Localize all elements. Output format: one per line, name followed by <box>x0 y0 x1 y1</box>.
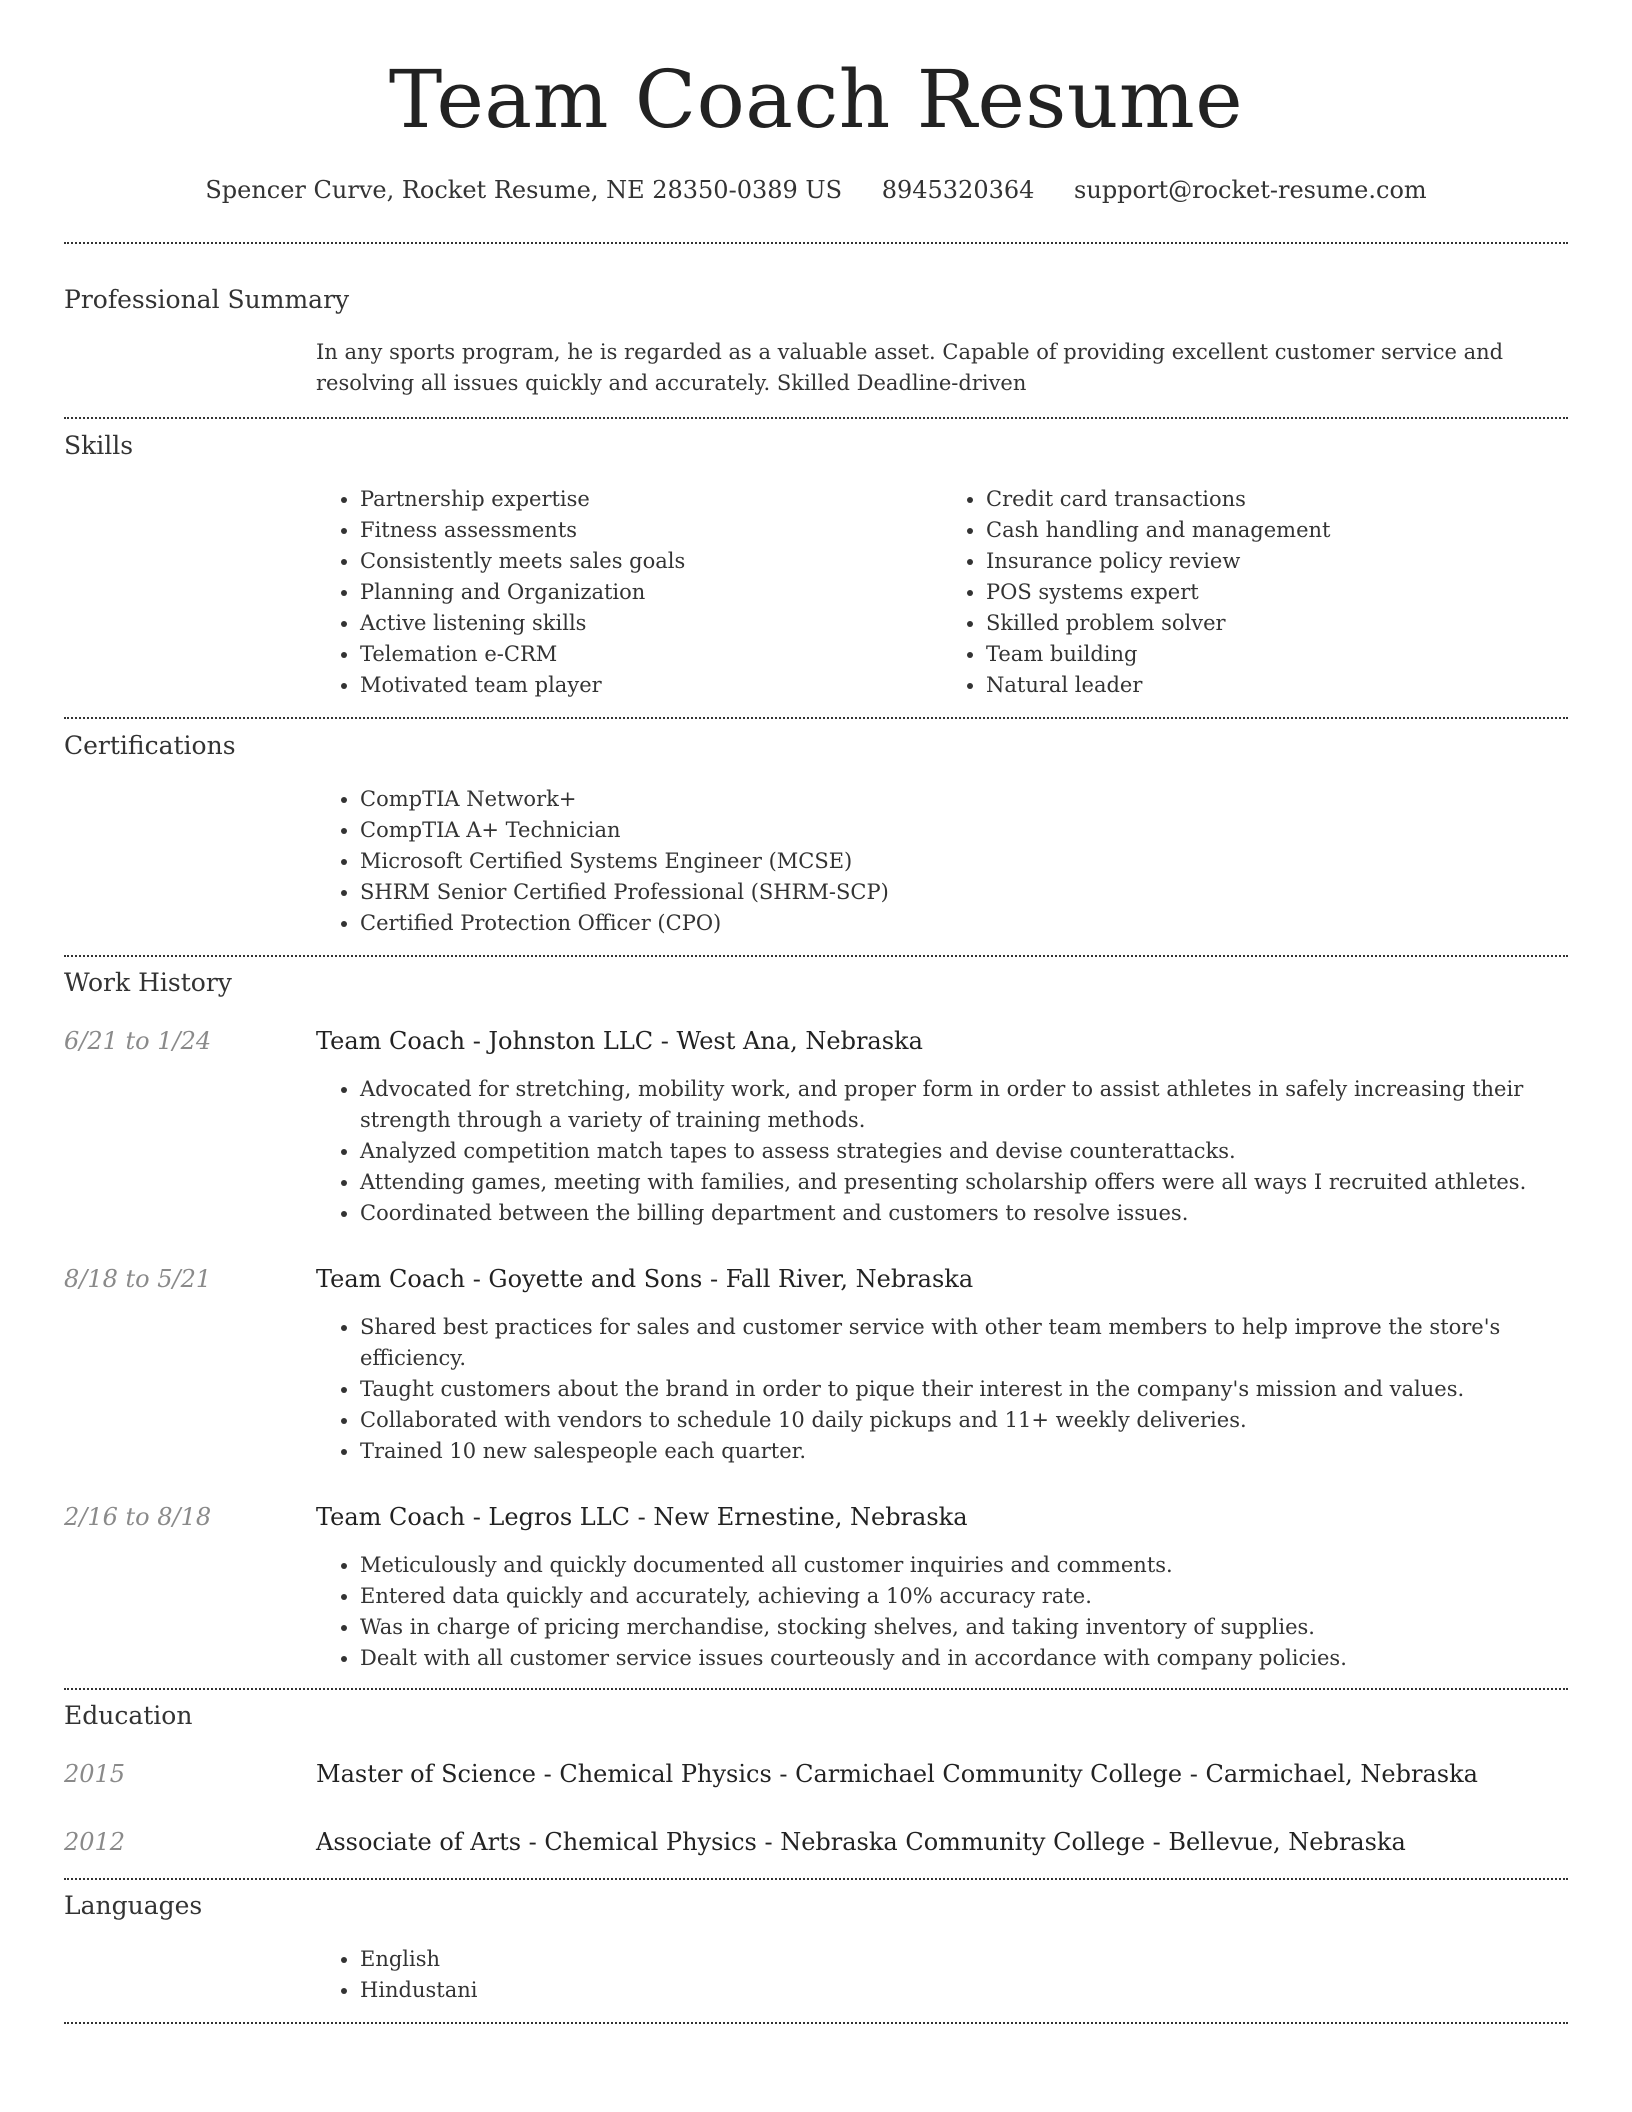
section-divider <box>64 1878 1568 1880</box>
job-title: Team Coach - Goyette and Sons - Fall River, Nebraska <box>316 1265 974 1293</box>
certifications-body <box>316 784 1568 939</box>
job-date: 2/16 to 8/18 <box>64 1503 212 1531</box>
list-item: • Attending games, meeting with families, and presenting scholarship offers were all ways I recruited athletes. <box>360 1167 1568 1198</box>
list-item: • Insurance policy review <box>986 546 1568 577</box>
education-degree: Associate of Arts - Chemical Physics - Nebraska Community College - Bellevue, Nebraska <box>316 1828 1406 1856</box>
job-bullets <box>316 1312 1568 1467</box>
job-bullets <box>316 1074 1568 1229</box>
work-history-section <box>64 967 1568 1674</box>
section-divider <box>64 2022 1568 2024</box>
list-item: • Coordinated between the billing department and customers to resolve issues. <box>360 1198 1568 1229</box>
section-divider <box>64 242 1568 244</box>
certifications-heading: Certifications <box>64 731 236 760</box>
skills-heading: Skills <box>64 431 134 460</box>
skills-list-left <box>316 484 942 701</box>
job-header <box>64 1025 1568 1057</box>
languages-heading: Languages <box>64 1891 203 1920</box>
job-header <box>64 1501 1568 1533</box>
list-item: • Hindustani <box>360 1975 1568 2006</box>
job-title: Team Coach - Legros LLC - New Ernestine, Nebraska <box>316 1503 968 1531</box>
list-item: • Consistently meets sales goals <box>360 546 942 577</box>
list-item: • Trained 10 new salespeople each quarter. <box>360 1436 1568 1467</box>
list-item: • English <box>360 1944 1568 1975</box>
job-date: 6/21 to 1/24 <box>64 1027 212 1055</box>
languages-list <box>316 1944 1568 2006</box>
languages-section <box>64 1890 1568 2006</box>
list-item: • Entered data quickly and accurately, achieving a 10% accuracy rate. <box>360 1581 1568 1612</box>
list-item: • Certified Protection Officer (CPO) <box>360 908 1568 939</box>
list-item: • POS systems expert <box>986 577 1568 608</box>
education-year: 2015 <box>64 1760 126 1788</box>
summary-heading: Professional Summary <box>64 285 350 314</box>
education-degree: Master of Science - Chemical Physics - Carmichael Community College - Carmichael, Nebraska <box>316 1760 1478 1788</box>
list-item: • Analyzed competition match tapes to assess strategies and devise counterattacks. <box>360 1136 1568 1167</box>
education-entry <box>64 1826 1568 1858</box>
list-item: • Was in charge of pricing merchandise, stocking shelves, and taking inventory of supplies. <box>360 1612 1568 1643</box>
job-entry <box>64 1501 1568 1674</box>
job-bullets <box>316 1550 1568 1674</box>
list-item: • Skilled problem solver <box>986 608 1568 639</box>
certifications-list <box>316 784 1568 939</box>
list-item: • Taught customers about the brand in order to pique their interest in the company's mission and values. <box>360 1374 1568 1405</box>
job-entry <box>64 1025 1568 1229</box>
languages-body <box>316 1944 1568 2006</box>
section-divider <box>64 417 1568 419</box>
list-item: • Partnership expertise <box>360 484 942 515</box>
list-item: • Team building <box>986 639 1568 670</box>
job-title: Team Coach - Johnston LLC - West Ana, Nebraska <box>316 1027 923 1055</box>
section-divider <box>64 717 1568 719</box>
list-item: • Cash handling and management <box>986 515 1568 546</box>
skills-list-right <box>942 484 1568 701</box>
job-details <box>316 1550 1568 1674</box>
job-entry <box>64 1263 1568 1467</box>
list-item: • CompTIA Network+ <box>360 784 1568 815</box>
list-item: • SHRM Senior Certified Professional (SHRM-SCP) <box>360 877 1568 908</box>
contact-email: support@rocket-resume.com <box>1074 176 1427 204</box>
list-item: • Advocated for stretching, mobility work, and proper form in order to assist athletes in safely increasing their strength through a variety of training methods. <box>360 1074 1568 1136</box>
education-section <box>64 1700 1568 1858</box>
job-details <box>316 1312 1568 1467</box>
education-heading: Education <box>64 1701 193 1730</box>
work-history-heading: Work History <box>64 968 232 997</box>
skills-grid <box>316 484 1568 701</box>
contact-phone: 8945320364 <box>881 176 1035 204</box>
page-title: Team Coach Resume <box>388 53 1244 146</box>
certifications-section <box>64 730 1568 939</box>
list-item: • Microsoft Certified Systems Engineer (MCSE) <box>360 846 1568 877</box>
list-item: • Fitness assessments <box>360 515 942 546</box>
list-item: • Collaborated with vendors to schedule 10 daily pickups and 11+ weekly deliveries. <box>360 1405 1568 1436</box>
job-date: 8/18 to 5/21 <box>64 1265 212 1293</box>
education-year: 2012 <box>64 1828 126 1856</box>
list-item: • Meticulously and quickly documented all customer inquiries and comments. <box>360 1550 1568 1581</box>
list-item: • Telemation e-CRM <box>360 639 942 670</box>
list-item: • Motivated team player <box>360 670 942 701</box>
list-item: • Shared best practices for sales and customer service with other team members to help improve the store's efficiency. <box>360 1312 1568 1374</box>
section-divider <box>64 955 1568 957</box>
education-entry <box>64 1758 1568 1790</box>
section-divider <box>64 1688 1568 1690</box>
job-header <box>64 1263 1568 1295</box>
summary-text: In any sports program, he is regarded as a valuable asset. Capable of providing excellent customer service and resolving all issues quickly and accurately. Skilled Deadline-driven <box>316 340 1504 395</box>
summary-section <box>64 284 1568 399</box>
job-details <box>316 1074 1568 1229</box>
list-item: • Credit card transactions <box>986 484 1568 515</box>
contact-address: Spencer Curve, Rocket Resume, NE 28350-0389 US <box>205 176 843 204</box>
contact-line <box>64 174 1568 206</box>
skills-section <box>64 430 1568 701</box>
list-item: • Dealt with all customer service issues courteously and in accordance with company policies. <box>360 1643 1568 1674</box>
list-item: • Active listening skills <box>360 608 942 639</box>
list-item: • CompTIA A+ Technician <box>360 815 1568 846</box>
list-item: • Planning and Organization <box>360 577 942 608</box>
list-item: • Natural leader <box>986 670 1568 701</box>
